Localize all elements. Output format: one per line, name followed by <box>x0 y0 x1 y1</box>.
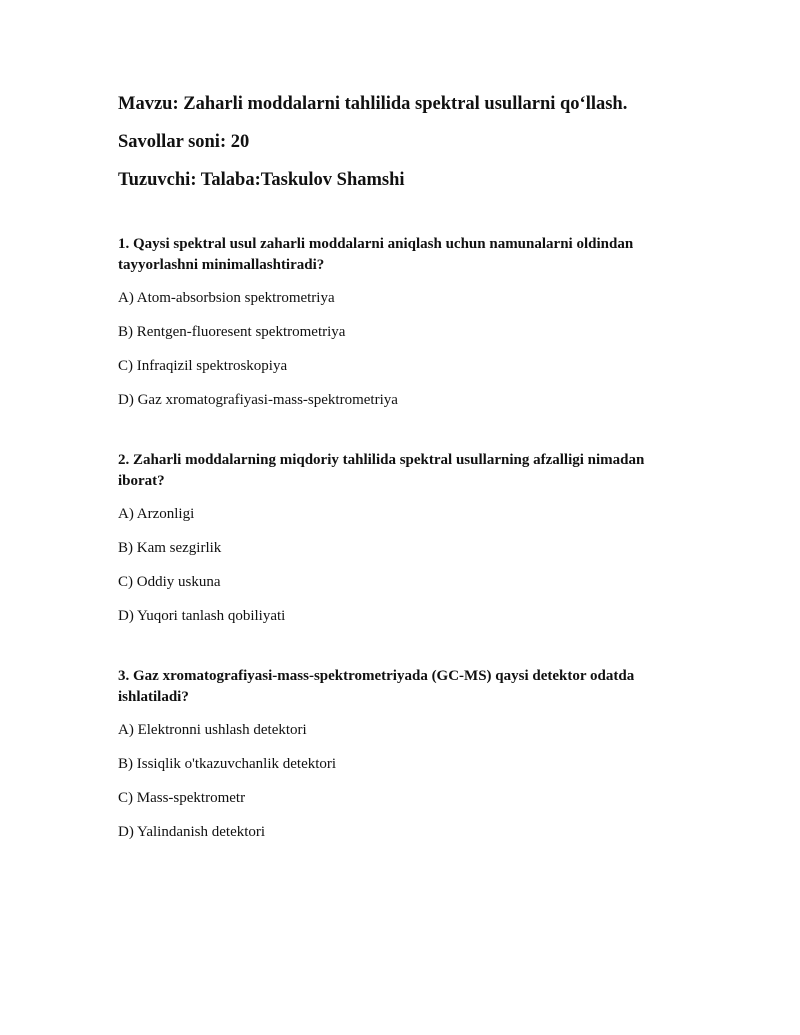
question-block-3 <box>118 666 688 842</box>
answer-option-b: B) Rentgen-fluoresent spektrometriya <box>118 324 346 340</box>
question-text: 3. Gaz xromatografiyasi-mass-spektrometriyada (GC-MS) qaysi detektor odatda ishlatiladi? <box>118 668 635 705</box>
answer-option-a: A) Atom-absorbsion spektrometriya <box>118 290 335 306</box>
question-block-1 <box>118 234 688 410</box>
answer-option-b: B) Kam sezgirlik <box>118 540 222 556</box>
topic-heading: Mavzu: Zaharli moddalarni tahlilida spektral usullarni qo‘llash. <box>118 94 628 114</box>
question-text: 1. Qaysi spektral usul zaharli moddalarni aniqlash uchun namunalarni oldindan tayyorlashni minimallashtiradi? <box>118 236 634 273</box>
answer-option-d: D) Gaz xromatografiyasi-mass-spektrometriya <box>118 392 398 408</box>
answer-option-b: B) Issiqlik o'tkazuvchanlik detektori <box>118 756 337 772</box>
answer-option-c: C) Oddiy uskuna <box>118 574 221 590</box>
answer-option-c: C) Infraqizil spektroskopiya <box>118 358 288 374</box>
answer-option-c: C) Mass-spektrometr <box>118 790 246 806</box>
answer-option-a: A) Elektronni ushlash detektori <box>118 722 307 738</box>
answer-option-d: D) Yuqori tanlash qobiliyati <box>118 608 286 624</box>
question-text: 2. Zaharli moddalarning miqdoriy tahlilida spektral usullarning afzalligi nimadan iborat? <box>118 452 645 489</box>
author-heading: Tuzuvchi: Talaba:Taskulov Shamshi <box>118 170 405 190</box>
question-count-heading: Savollar soni: 20 <box>118 132 250 152</box>
answer-option-a: A) Arzonligi <box>118 506 195 522</box>
question-block-2 <box>118 450 688 626</box>
answer-option-d: D) Yalindanish detektori <box>118 824 266 840</box>
document-page <box>118 92 688 856</box>
